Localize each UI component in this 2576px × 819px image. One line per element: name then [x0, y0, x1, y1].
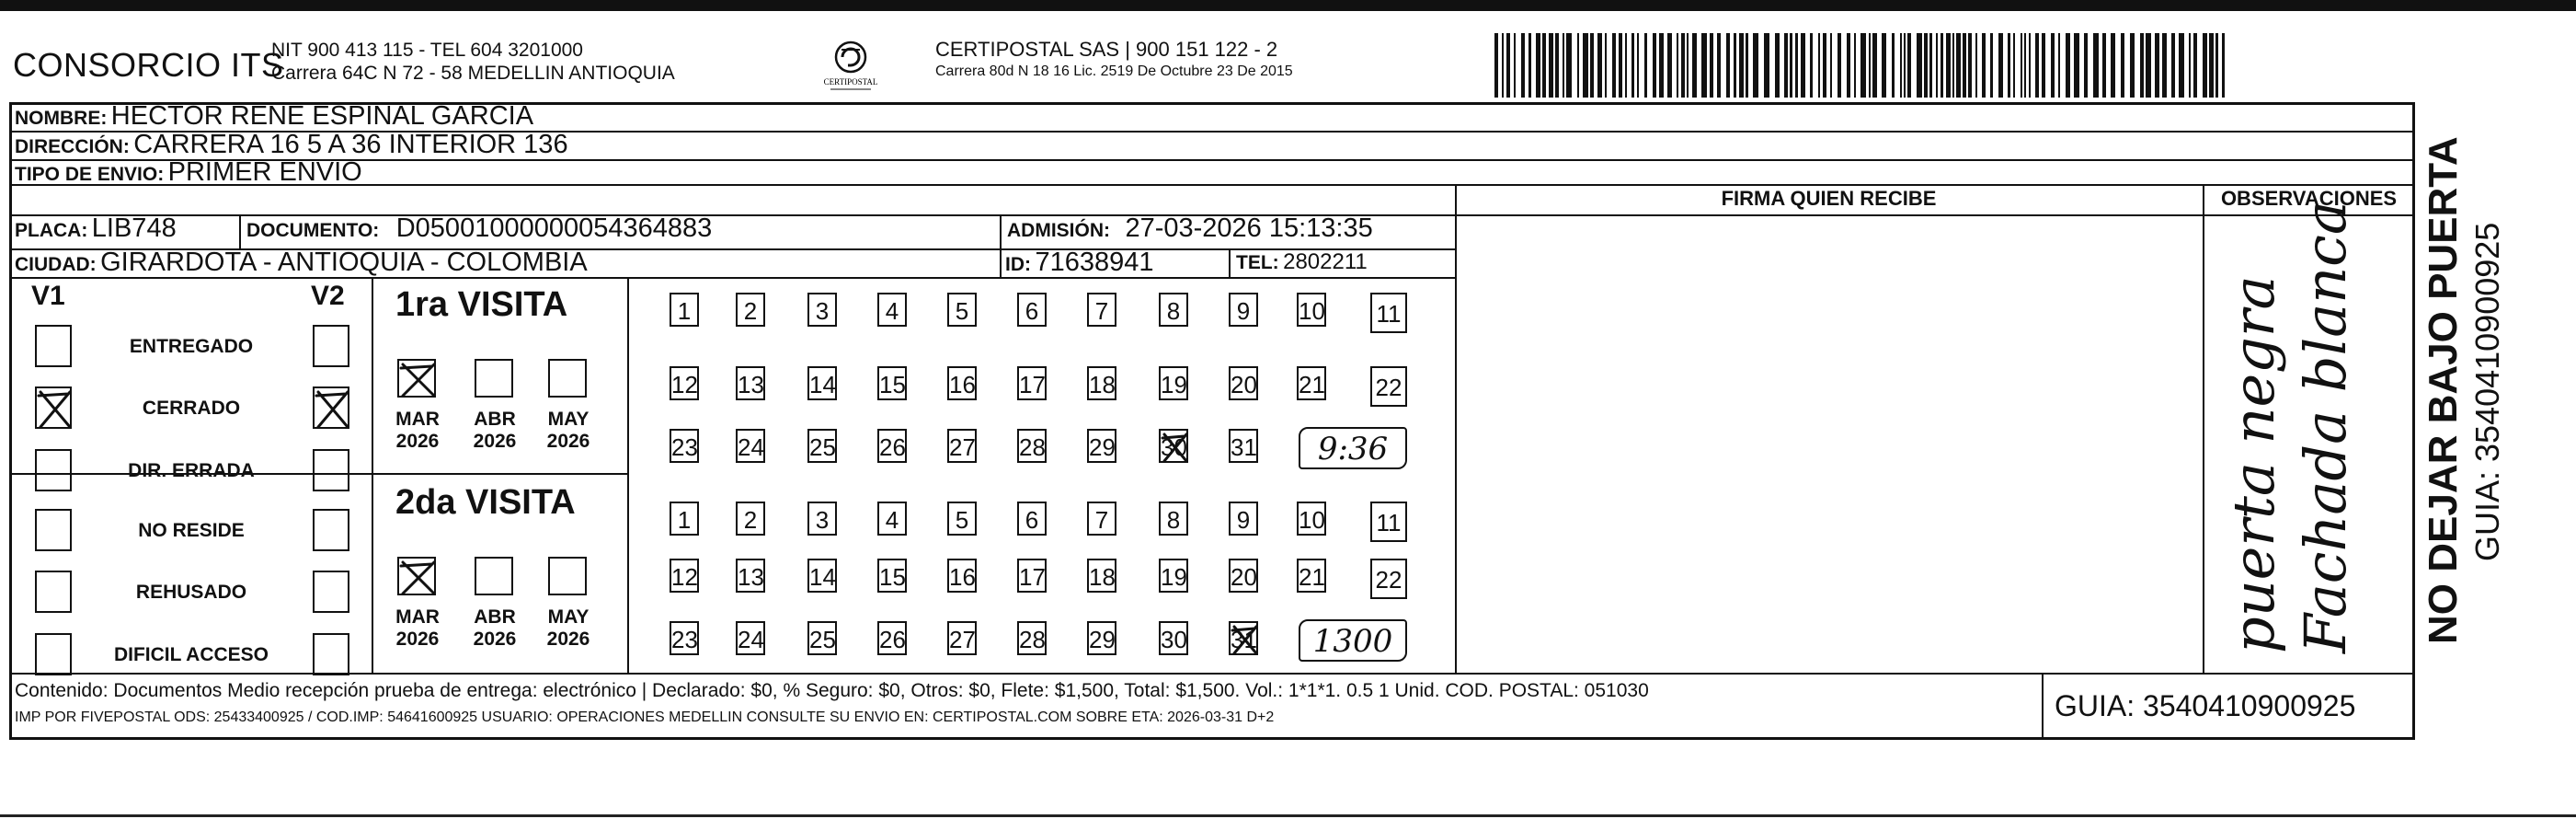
day-box[interactable]: 19 [1159, 366, 1188, 400]
day-box[interactable]: 10 [1297, 502, 1326, 536]
handwritten-observations [2207, 201, 2410, 663]
status-label: NO RESIDE [138, 520, 245, 541]
placa-field [15, 213, 177, 244]
footer-content-line: Contenido: Documentos Medio recepción prueba de entrega: electrónico | Declarado: $0, % Seguro: $0, Otros: $0, Flete: $1,500, Total: $1,500. Vol.: 1*1*1. 0.5 1 Unid. COD. POSTAL: 051030 [15, 680, 1649, 701]
day-box[interactable]: 15 [877, 559, 907, 593]
direccion-label: DIRECCIÓN: [15, 136, 130, 157]
day-box[interactable]: 17 [1017, 366, 1047, 400]
v1-checkbox[interactable] [35, 386, 72, 429]
bottom-rule [0, 814, 2576, 817]
day-box[interactable]: 3 [807, 502, 837, 536]
day-box[interactable]: 17 [1017, 559, 1047, 593]
day-box[interactable]: 30 [1159, 429, 1188, 463]
placa-value: LIB748 [91, 213, 177, 243]
day-box[interactable]: 25 [807, 621, 837, 655]
day-box[interactable]: 23 [670, 429, 699, 463]
no-dejar-warning: NO DEJAR BAJO PUERTA [2421, 136, 2466, 644]
address-line: Carrera 64C N 72 - 58 MEDELLIN ANTIOQUIA [271, 63, 675, 84]
day-box[interactable]: 21 [1297, 559, 1326, 593]
day-box[interactable]: 16 [947, 366, 977, 400]
day-box[interactable]: 22 [1370, 559, 1407, 599]
documento-value: D05001000000054364883 [395, 213, 713, 243]
day-box[interactable]: 12 [670, 559, 699, 593]
month-checkbox[interactable] [397, 557, 436, 595]
day-box[interactable]: 27 [947, 621, 977, 655]
footer-guia: GUIA: 3540410900925 [2055, 689, 2356, 722]
v1-checkbox[interactable] [35, 509, 72, 551]
day-box[interactable]: 18 [1087, 559, 1116, 593]
day-box[interactable]: 1 [670, 502, 699, 536]
day-box[interactable]: 2 [736, 293, 765, 327]
check-mark-icon [399, 559, 438, 597]
day-box[interactable]: 28 [1017, 429, 1047, 463]
cert-line: CERTIPOSTAL SAS | 900 151 122 - 2 [935, 38, 1278, 61]
day-box[interactable]: 3 [807, 293, 837, 327]
v2-checkbox[interactable] [313, 633, 349, 675]
day-box[interactable]: 10 [1297, 293, 1326, 327]
day-box[interactable]: 18 [1087, 366, 1116, 400]
status-label: CERRADO [142, 398, 241, 419]
svg-text:puerta negra: puerta negra [2220, 275, 2287, 653]
day-box[interactable]: 29 [1087, 429, 1116, 463]
direccion-value: CARRERA 16 5 A 36 INTERIOR 136 [133, 130, 568, 159]
day-box[interactable]: 9 [1229, 293, 1258, 327]
day-box[interactable]: 2 [736, 502, 765, 536]
day-box[interactable]: 7 [1087, 502, 1116, 536]
day-box[interactable]: 20 [1229, 559, 1258, 593]
footer-print-line: IMP POR FIVEPOSTAL ODS: 25433400925 / COD.IMP: 54641600925 USUARIO: OPERACIONES MEDELLIN CONSULTE SU ENVIO EN: CERTIPOSTAL.COM SOBRE ETA: 2026-03-31 D+2 [15, 709, 1275, 725]
cert-address: Carrera 80d N 18 16 Lic. 2519 De Octubre 23 De 2015 [935, 63, 1293, 79]
day-box[interactable]: 7 [1087, 293, 1116, 327]
day-box[interactable]: 15 [877, 366, 907, 400]
ciudad-value: GIRARDOTA - ANTIOQUIA - COLOMBIA [100, 248, 588, 277]
day-box[interactable]: 8 [1159, 293, 1188, 327]
svg-text:CERTIPOSTAL: CERTIPOSTAL [823, 77, 878, 87]
day-box[interactable]: 22 [1370, 366, 1407, 407]
month-checkbox[interactable] [548, 557, 587, 595]
day-box[interactable]: 14 [807, 559, 837, 593]
check-mark-icon [1161, 431, 1190, 465]
id-label: ID: [1005, 254, 1031, 275]
nombre-label: NOMBRE: [15, 108, 108, 129]
day-box[interactable]: 26 [877, 429, 907, 463]
direccion-row [15, 130, 568, 160]
month-checkbox[interactable] [548, 359, 587, 398]
nit-line: NIT 900 413 115 - TEL 604 3201000 [271, 40, 583, 61]
month-label: MAR 2026 [395, 409, 440, 452]
v1-checkbox[interactable] [35, 449, 72, 491]
handwritten-time: 1300 [1299, 619, 1407, 662]
day-box[interactable]: 5 [947, 502, 977, 536]
tel-field [1236, 249, 1368, 275]
day-box[interactable]: 26 [877, 621, 907, 655]
day-box[interactable]: 30 [1159, 621, 1188, 655]
day-box[interactable]: 25 [807, 429, 837, 463]
month-label: MAY 2026 [546, 606, 590, 650]
day-box[interactable]: 28 [1017, 621, 1047, 655]
day-box[interactable]: 21 [1297, 366, 1326, 400]
day-box[interactable]: 24 [736, 621, 765, 655]
nombre-value: HECTOR RENE ESPINAL GARCIA [110, 101, 534, 131]
month-checkbox[interactable] [475, 557, 513, 595]
nombre-row [15, 101, 533, 132]
v2-checkbox[interactable] [313, 386, 349, 429]
month-checkbox[interactable] [397, 359, 436, 398]
day-box[interactable]: 11 [1370, 293, 1407, 333]
v2-checkbox[interactable] [313, 449, 349, 491]
day-box[interactable]: 19 [1159, 559, 1188, 593]
day-box[interactable]: 4 [877, 293, 907, 327]
ciudad-label: CIUDAD: [15, 254, 97, 275]
day-box[interactable]: 24 [736, 429, 765, 463]
second-visit-title: 2da VISITA [395, 483, 576, 522]
day-box[interactable]: 9 [1229, 502, 1258, 536]
day-box[interactable]: 13 [736, 559, 765, 593]
firma-heading: FIRMA QUIEN RECIBE [1721, 187, 1937, 210]
check-mark-icon [315, 388, 351, 431]
certipostal-logo-icon [814, 37, 887, 98]
v1-checkbox[interactable] [35, 325, 72, 367]
day-box[interactable]: 31 [1229, 621, 1258, 655]
documento-field [246, 213, 712, 244]
day-box[interactable]: 1 [670, 293, 699, 327]
check-mark-icon [37, 388, 74, 431]
day-box[interactable]: 5 [947, 293, 977, 327]
month-label: MAY 2026 [546, 409, 590, 452]
day-box[interactable]: 31 [1229, 429, 1258, 463]
v1-heading: V1 [31, 281, 65, 311]
placa-label: PLACA: [15, 220, 88, 241]
admision-label: ADMISIÓN: [1007, 220, 1110, 241]
tel-value: 2802211 [1283, 249, 1368, 274]
month-label: ABR 2026 [473, 409, 517, 452]
day-box[interactable]: 27 [947, 429, 977, 463]
id-field [1005, 248, 1153, 278]
day-box[interactable]: 13 [736, 366, 765, 400]
tipo-value: PRIMER ENVIO [167, 157, 362, 187]
check-mark-icon [399, 361, 438, 399]
v2-checkbox[interactable] [313, 509, 349, 551]
barcode [1494, 33, 2226, 98]
tipo-row [15, 157, 362, 188]
tipo-label: TIPO DE ENVIO: [15, 164, 165, 185]
status-label: ENTREGADO [129, 336, 254, 357]
day-box[interactable]: 16 [947, 559, 977, 593]
brand-name: CONSORCIO ITS [13, 46, 284, 84]
admision-field [1007, 213, 1373, 244]
v2-heading: V2 [311, 281, 345, 311]
admision-value: 27-03-2026 15:13:35 [1125, 213, 1373, 243]
day-box[interactable]: 4 [877, 502, 907, 536]
v2-checkbox[interactable] [313, 325, 349, 367]
id-value: 71638941 [1035, 248, 1154, 277]
tel-label: TEL: [1236, 252, 1279, 273]
month-label: MAR 2026 [395, 606, 440, 650]
documento-label: DOCUMENTO: [246, 220, 380, 241]
day-box[interactable]: 11 [1370, 502, 1407, 542]
month-checkbox[interactable] [475, 359, 513, 398]
day-box[interactable]: 23 [670, 621, 699, 655]
day-box[interactable]: 14 [807, 366, 837, 400]
status-label: DIR. ERRADA [128, 460, 255, 481]
handwritten-time: 9:36 [1299, 427, 1407, 469]
day-box[interactable]: 6 [1017, 293, 1047, 327]
day-box[interactable]: 8 [1159, 502, 1188, 536]
company-info [271, 39, 675, 85]
svg-text:Fachada blanca: Fachada blanca [2292, 201, 2359, 653]
day-box[interactable]: 6 [1017, 502, 1047, 536]
v1-checkbox[interactable] [35, 571, 72, 613]
observaciones-heading: OBSERVACIONES [2220, 187, 2398, 210]
ciudad-field [15, 248, 588, 278]
status-label: REHUSADO [135, 582, 247, 603]
v2-checkbox[interactable] [313, 571, 349, 613]
first-visit-title: 1ra VISITA [395, 285, 568, 324]
v1-checkbox[interactable] [35, 633, 72, 675]
top-rule [0, 0, 2576, 11]
day-box[interactable]: 29 [1087, 621, 1116, 655]
status-label: DIFICIL ACCESO [113, 644, 269, 665]
day-box[interactable]: 12 [670, 366, 699, 400]
check-mark-icon [1231, 623, 1260, 657]
day-box[interactable]: 20 [1229, 366, 1258, 400]
side-guia: GUIA: 3540410900925 [2468, 222, 2506, 561]
month-label: ABR 2026 [473, 606, 517, 650]
certipostal-info [935, 39, 1293, 83]
